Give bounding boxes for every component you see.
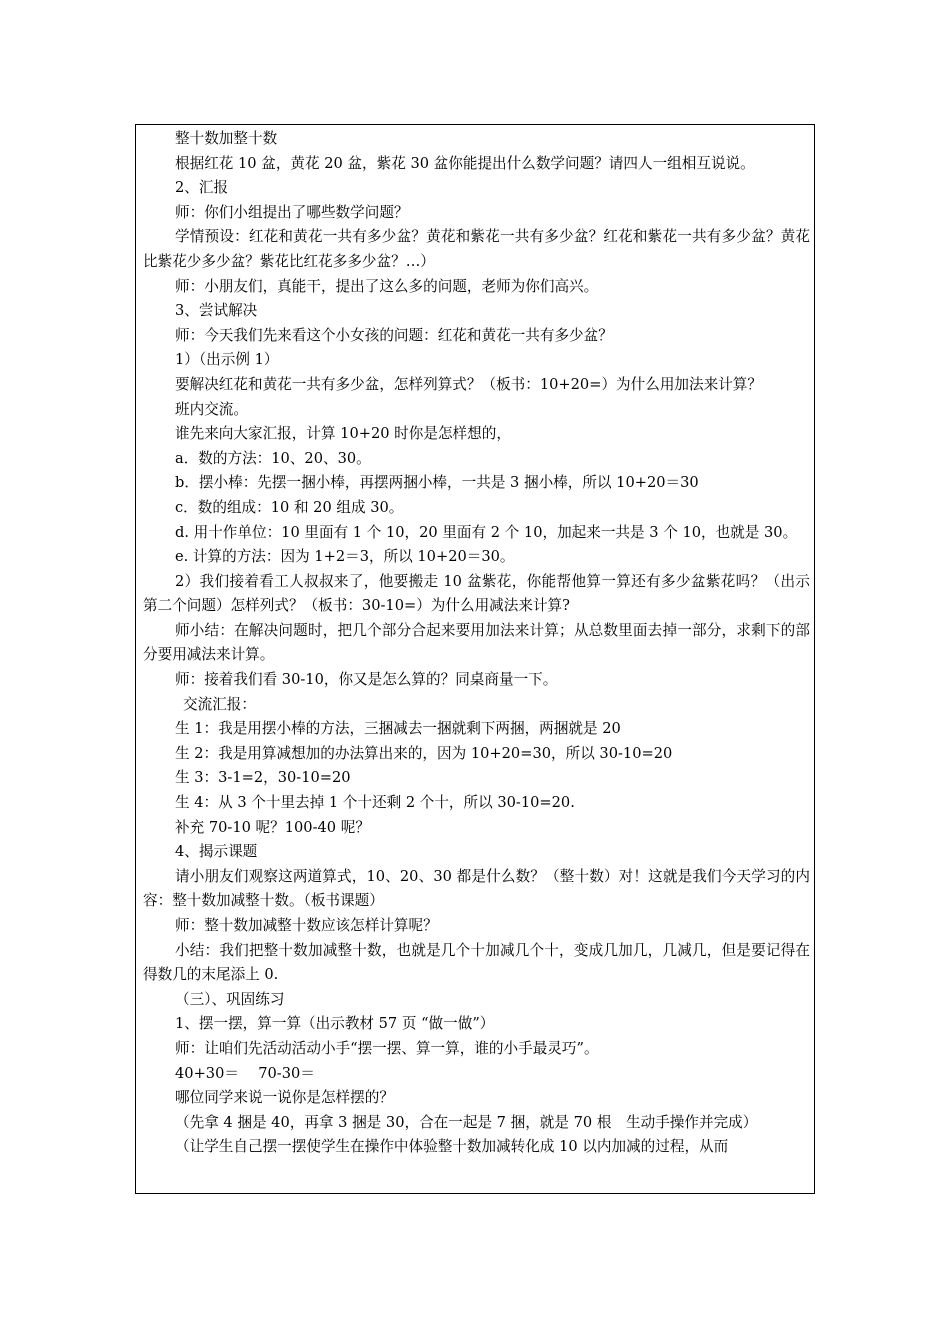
section-heading: 3、尝试解决 <box>175 302 258 320</box>
subheading: 整十数加整十数 <box>175 130 278 147</box>
list-item: b．摆小棒：先摆一捆小棒，再摆两捆小棒，一共是 3 捆小棒，所以 10+20＝30 <box>175 474 699 492</box>
paragraph: 根据红花 10 盆，黄花 20 盆，紫花 30 盆你能提出什么数学问题？请四人一组相互说说。 <box>175 154 755 172</box>
paragraph: 师：接着我们看 30-10，你又是怎么算的？同桌商量一下。 <box>175 671 558 689</box>
student-answer: 生 4：从 3 个十里去掉 1 个十还剩 2 个十，所以 30-10=20. <box>175 794 575 812</box>
list-item: a．数的方法：10、20、30。 <box>175 449 371 467</box>
paragraph: 补充 70-10 呢？100-40 呢？ <box>175 818 370 836</box>
paragraph: 2）我们接着看工人叔叔来了，他要搬走 10 盆紫花，你能帮他算一算还有多少盆紫花吗？（出示第二个问题）怎样列式？（板书：30-10=）为什么用减法来计算? <box>143 572 810 615</box>
paragraph: 学情预设：红花和黄花一共有多少盆？黄花和紫花一共有多少盆？红花和紫花一共有多少盆？黄花比紫花少多少盆？紫花比红花多多少盆？…） <box>143 228 810 270</box>
list-item: c．数的组成：10 和 20 组成 30。 <box>175 498 404 516</box>
paragraph: 师：你们小组提出了哪些数学问题？ <box>175 203 409 221</box>
paragraph: （让学生自己摆一摆使学生在操作中体验整十数加减转化成 10 以内加减的过程，从而 <box>175 1138 729 1156</box>
paragraph: 哪位同学来说一说你是怎样摆的？ <box>175 1089 394 1107</box>
paragraph: 1）（出示例 1） <box>175 351 279 369</box>
paragraph: 交流汇报： <box>183 695 256 713</box>
section-heading: 4、揭示课题 <box>175 843 258 861</box>
paragraph: （先拿 4 捆是 40，再拿 3 捆是 30，合在一起是 7 捆，就是 70 根 生动手操作并完成） <box>175 1113 758 1131</box>
paragraph: 1、摆一摆，算一算（出示教材 57 页 “做一做”） <box>175 1015 495 1033</box>
paragraph: 谁先来向大家汇报，计算 10+20 时你是怎样想的， <box>175 425 511 443</box>
paragraph: 请小朋友们观察这两道算式，10、20、30 都是什么数？（整十数）对！这就是我们今天学习的内容：整十数加减整十数。（板书课题） <box>143 867 810 910</box>
student-answer: 生 2：我是用算减想加的办法算出来的，因为 10+20=30，所以 30-10=20 <box>175 744 673 762</box>
student-answer: 生 3：3-1=2，30-10=20 <box>175 769 351 787</box>
paragraph: 小结：我们把整十数加减整十数，也就是几个十加减几个十，变成几加几，几减几，但是要记得在得数几的末尾添上 0. <box>143 941 810 984</box>
student-answer: 生 1：我是用摆小棒的方法，三捆减去一捆就剩下两捆，两捆就是 20 <box>175 720 621 738</box>
lesson-plan-text <box>143 127 810 1160</box>
section-heading: 2、汇报 <box>175 179 229 197</box>
list-item: d. 用十作单位：10 里面有 1 个 10，20 里面有 2 个 10，加起来一共是 3 个 10，也就是 30。 <box>175 523 798 541</box>
paragraph: 班内交流。 <box>175 400 248 418</box>
paragraph: 师：整十数加减整十数应该怎样计算呢？ <box>175 917 438 934</box>
paragraph: 40+30＝ 70-30＝ <box>175 1064 315 1082</box>
paragraph: 要解决红花和黄花一共有多少盆，怎样列算式？（板书：10+20=）为什么用加法来计算？ <box>175 375 762 393</box>
paragraph: 师：小朋友们，真能干，提出了这么多的问题，老师为你们高兴。 <box>175 277 599 295</box>
section-heading: （三）、巩固练习 <box>175 990 285 1008</box>
paragraph: 师小结：在解决问题时，把几个部分合起来要用加法来计算；从总数里面去掉一部分，求剩下的部分要用减法来计算。 <box>143 621 810 664</box>
list-item: e. 计算的方法：因为 1+2＝3，所以 10+20＝30。 <box>175 548 515 566</box>
paragraph: 师：让咱们先活动活动小手“摆一摆、算一算，谁的小手最灵巧”。 <box>175 1039 599 1057</box>
paragraph: 师：今天我们先来看这个小女孩的问题：红花和黄花一共有多少盆？ <box>175 326 613 344</box>
